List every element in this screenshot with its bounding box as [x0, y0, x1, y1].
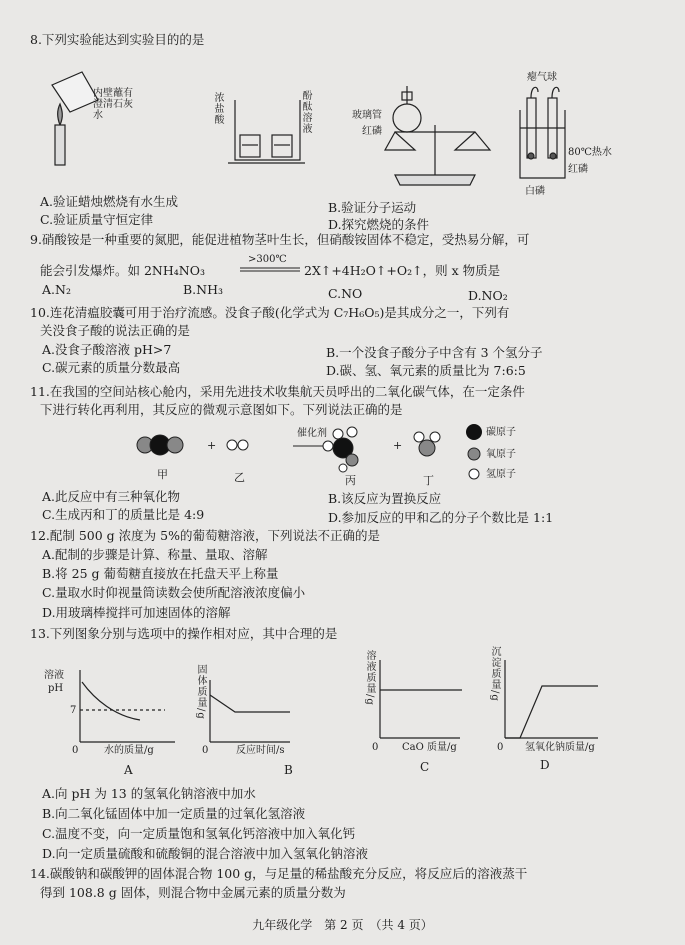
graph-c-xlabel: CaO 质量/g [402, 742, 457, 753]
fig-a-label: 内壁蘸有澄清石灰水 [93, 88, 133, 121]
q8-option-c: C.验证质量守恒定律 [40, 212, 154, 227]
fig-c-tube-label: 玻璃管 [352, 110, 382, 121]
q9-option-d: D.NO₂ [468, 288, 508, 303]
graph-b-ylabel: 固体质量/g [195, 664, 206, 720]
graph-c-ylabel: 溶液质量/g [364, 650, 375, 706]
catalyst-label: 催化剂 [297, 428, 327, 439]
fig-d-water-label: 80℃热水 [568, 147, 612, 158]
q10-option-a: A.没食子酸溶液 pH>7 [42, 342, 172, 357]
q10-option-d: D.碳、氢、氧元素的质量比为 7:6:5 [326, 363, 526, 378]
svg-text:+: + [207, 439, 217, 452]
graph-a-letter: A [124, 763, 133, 777]
q10-line1: 10.连花清瘟胶囊可用于治疗流感。没食子酸(化学式为 C₇H₆O₅)是其成分之一，下列有 [30, 305, 510, 320]
graph-a-origin: 0 [72, 745, 79, 756]
label-jia: 甲 [157, 468, 168, 481]
q8-option-a: A.验证蜡烛燃烧有水生成 [40, 194, 179, 209]
legend-hydrogen: 氢原子 [486, 469, 516, 480]
q11-option-a: A.此反应中有三种氧化物 [42, 489, 181, 504]
graph-b-letter: B [284, 763, 293, 777]
fig-d-white-label: 白磷 [525, 186, 545, 197]
page-footer: 九年级化学 第 2 页 （共 4 页） [252, 918, 433, 932]
q13-option-b: B.向二氧化锰固体中加一定质量的过氧化氢溶液 [42, 806, 306, 821]
q9-option-c: C.NO [328, 286, 363, 301]
graph-a-mark-7: 7 [70, 705, 77, 716]
q8-stem: 8.下列实验能达到实验目的的是 [30, 32, 205, 47]
graph-c-letter: C [420, 760, 430, 774]
q11-line1: 11.在我国的空间站核心舱内，采用先进技术收集航天员呼出的二氧化碳气体，在一定条件 [30, 384, 525, 399]
q14-line2: 得到 108.8 g 固体，则混合物中金属元素的质量分数为 [40, 885, 346, 900]
q11-option-c: C.生成丙和丁的质量比是 4:9 [42, 507, 205, 522]
graph-b-xlabel: 反应时间/s [236, 745, 285, 756]
q9-line1: 9.硝酸铵是一种重要的氮肥，能促进植物茎叶生长，但硝酸铵固体不稳定，受热易分解，可 [30, 232, 530, 247]
fig-c-p-label: 红磷 [362, 126, 382, 137]
q10-option-c: C.碳元素的质量分数最高 [42, 360, 181, 375]
fig-b-left-label: 浓盐酸 [212, 92, 223, 125]
graph-d-ylabel: 沉淀质量/g [489, 646, 500, 702]
q9-option-a: A.N₂ [42, 282, 71, 297]
fig-d-red-label: 红磷 [568, 164, 588, 175]
q11-option-b: B.该反应为置换反应 [328, 491, 442, 506]
q13-option-a: A.向 pH 为 13 的氢氧化钠溶液中加水 [42, 786, 256, 801]
graph-a-xlabel: 水的质量/g [104, 745, 154, 756]
q12-option-a: A.配制的步骤是计算、称量、量取、溶解 [42, 547, 268, 562]
label-yi: 乙 [234, 471, 245, 484]
graph-d-xlabel: 氢氧化钠质量/g [525, 742, 595, 753]
q12-option-c: C.量取水时仰视量筒读数会使所配溶液浓度偏小 [42, 585, 306, 600]
legend-carbon: 碳原子 [486, 427, 516, 438]
q8-option-d: D.探究燃烧的条件 [328, 217, 430, 232]
graph-d-origin: 0 [497, 742, 504, 753]
q10-option-b: B.一个没食子酸分子中含有 3 个氢分子 [326, 345, 543, 360]
graph-a-ylabel-2: pH [48, 683, 64, 694]
graph-c-origin: 0 [372, 742, 379, 753]
q9-condition: >300℃ [248, 254, 287, 265]
label-ding: 丁 [423, 474, 434, 487]
graph-b-origin: 0 [202, 745, 209, 756]
q13-option-c: C.温度不变，向一定质量饱和氢氧化钙溶液中加入氧化钙 [42, 826, 356, 841]
q11-option-d: D.参加反应的甲和乙的分子个数比是 1:1 [328, 510, 554, 525]
q11-line2: 下进行转化再利用，其反应的微观示意图如下。下列说法正确的是 [40, 402, 403, 417]
q13-stem: 13.下列图象分别与选项中的操作相对应，其中合理的是 [30, 626, 338, 641]
q12-option-b: B.将 25 g 葡萄糖直接放在托盘天平上称量 [42, 566, 279, 581]
q12-stem: 12.配制 500 g 浓度为 5%的葡萄糖溶液，下列说法不正确的是 [30, 528, 380, 543]
graph-d-letter: D [540, 758, 550, 772]
fig-d-balloon-label: 瘪气球 [527, 72, 557, 83]
legend-oxygen: 氧原子 [486, 449, 516, 460]
q9-option-b: B.NH₃ [183, 282, 224, 297]
q9-line2-post: 2X↑+4H₂O↑+O₂↑，则 x 物质是 [304, 263, 501, 278]
svg-text:+: + [393, 439, 403, 452]
graph-a-ylabel-1: 溶液 [44, 670, 64, 681]
q8-option-b: B.验证分子运动 [328, 200, 417, 215]
q9-line2-pre: 能会引发爆炸。如 2NH₄NO₃ [40, 263, 205, 278]
label-bing: 丙 [345, 474, 356, 487]
q12-option-d: D.用玻璃棒搅拌可加速固体的溶解 [42, 605, 231, 620]
q10-line2: 关没食子酸的说法正确的是 [40, 323, 191, 338]
q13-option-d: D.向一定质量硫酸和硫酸铜的混合溶液中加入氢氧化钠溶液 [42, 846, 369, 861]
q14-line1: 14.碳酸钠和碳酸钾的固体混合物 100 g，与足量的稀盐酸充分反应，将反应后的溶液蒸干 [30, 866, 528, 881]
fig-b-right-label: 酚酞溶液 [300, 90, 311, 134]
